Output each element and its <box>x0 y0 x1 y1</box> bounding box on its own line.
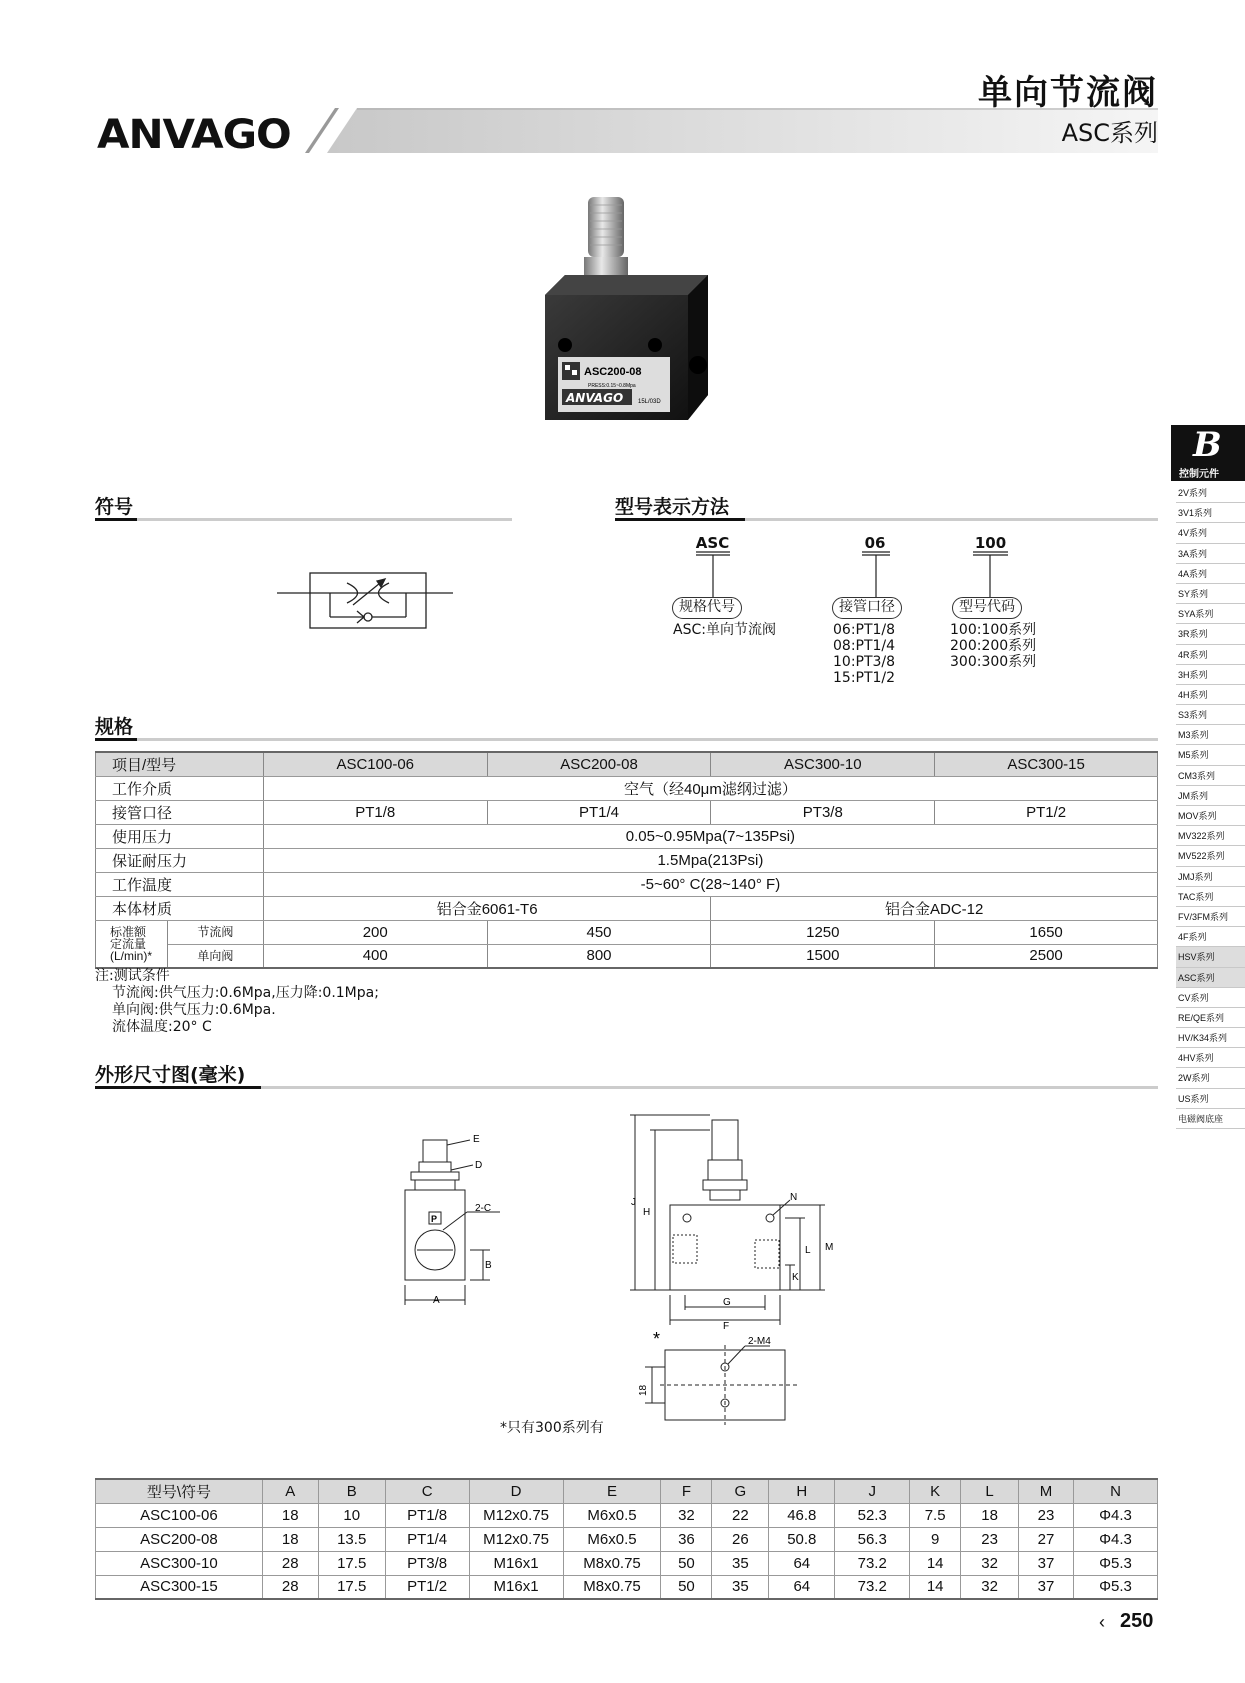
dimension-drawing-front <box>625 1115 855 1335</box>
dim-header-cell: L <box>961 1479 1019 1503</box>
dim-cell: Φ4.3 <box>1073 1503 1157 1527</box>
spec-cell: 铝合金6061-T6 <box>263 896 711 920</box>
spec-cell: 400 <box>263 944 487 968</box>
sidebar-series-list <box>1176 483 1245 1129</box>
dim-cell: M12x0.75 <box>469 1503 563 1527</box>
spec-cell: 1500 <box>711 944 935 968</box>
section-divider <box>95 518 512 521</box>
spec-cell: 0.05~0.95Mpa(7~135Psi) <box>263 824 1157 848</box>
code-label-1: 规格代号 <box>672 597 742 619</box>
dim-cell: 18 <box>961 1503 1019 1527</box>
section-underline <box>95 738 137 741</box>
code-desc-line: 10:PT3/8 <box>833 654 896 670</box>
dim-cell: 36 <box>661 1527 712 1551</box>
dim-label-b: B <box>485 1260 492 1271</box>
dimension-drawing-side <box>395 1130 535 1320</box>
dim-cell: 14 <box>910 1551 961 1575</box>
dim-cell: 22 <box>712 1503 769 1527</box>
code-desc-line: 08:PT1/4 <box>833 638 896 654</box>
dimension-table <box>95 1478 1158 1600</box>
label-brand: ANVAGO <box>566 391 624 405</box>
sidebar-item[interactable]: HV/K34系列 <box>1176 1028 1245 1048</box>
page-title: 单向节流阀 <box>978 73 1158 113</box>
spec-header-cell: ASC300-15 <box>935 752 1158 776</box>
dim-header-cell: F <box>661 1479 712 1503</box>
dim-cell: ASC200-08 <box>96 1527 263 1551</box>
dim-cell: 46.8 <box>769 1503 835 1527</box>
sidebar-item[interactable]: SY系列 <box>1176 584 1245 604</box>
sidebar-item[interactable]: FV/3FM系列 <box>1176 907 1245 927</box>
code-label-2: 接管口径 <box>832 597 902 619</box>
sidebar-item[interactable]: 4F系列 <box>1176 927 1245 947</box>
sidebar-item[interactable]: CV系列 <box>1176 988 1245 1008</box>
section-model-code-title: 型号表示方法 <box>615 496 730 518</box>
code-desc-line: 15:PT1/2 <box>833 670 896 686</box>
sidebar-item[interactable]: 4A系列 <box>1176 564 1245 584</box>
section-spec-title: 规格 <box>95 716 134 738</box>
sidebar-item[interactable]: CM3系列 <box>1176 766 1245 786</box>
dim-header-cell: G <box>712 1479 769 1503</box>
code-desc-line: 06:PT1/8 <box>833 622 896 638</box>
spec-cell: PT1/4 <box>487 800 711 824</box>
dim-cell: M12x0.75 <box>469 1527 563 1551</box>
dim-cell: 50 <box>661 1551 712 1575</box>
note-line: 单向阀:供气压力:0.6Mpa. <box>112 1002 276 1018</box>
dim-cell: 64 <box>769 1551 835 1575</box>
dim-cell: 14 <box>910 1575 961 1599</box>
section-symbol-title: 符号 <box>95 496 134 518</box>
dim-cell: M16x1 <box>469 1575 563 1599</box>
brand-logo: ANVAGO <box>97 112 291 158</box>
section-divider <box>95 738 1158 741</box>
dim-header-cell: N <box>1073 1479 1157 1503</box>
spec-cell: 1.5Mpa(213Psi) <box>263 848 1157 872</box>
spec-row-label: 本体材质 <box>96 896 264 920</box>
spec-row-proof <box>96 848 1158 872</box>
dim-cell: M16x1 <box>469 1551 563 1575</box>
dim-cell: 73.2 <box>835 1575 910 1599</box>
dim-cell: 26 <box>712 1527 769 1551</box>
spec-cell: PT3/8 <box>711 800 935 824</box>
sidebar-item[interactable]: TAC系列 <box>1176 887 1245 907</box>
dim-cell: 32 <box>661 1503 712 1527</box>
spec-row-pressure <box>96 824 1158 848</box>
flow-label-line: 定流量 <box>110 936 147 951</box>
dim-cell: 64 <box>769 1575 835 1599</box>
dim-cell: 73.2 <box>835 1551 910 1575</box>
dim-cell: 17.5 <box>318 1551 385 1575</box>
dim-label-h: H <box>643 1207 651 1218</box>
dim-label-n: N <box>790 1192 798 1203</box>
spec-row-medium <box>96 776 1158 800</box>
spec-cell: 1650 <box>935 920 1158 944</box>
dim-header-cell: A <box>262 1479 318 1503</box>
dim-cell: Φ5.3 <box>1073 1551 1157 1575</box>
spec-cell: 空气（经40μm滤纲过滤） <box>263 776 1157 800</box>
dim-cell: 28 <box>262 1575 318 1599</box>
spec-sub-label: 单向阀 <box>167 944 263 968</box>
dim-label-l: L <box>805 1245 811 1256</box>
note-line: 节流阀:供气压力:0.6Mpa,压力降:0.1Mpa; <box>112 985 379 1001</box>
spec-row-check <box>96 944 1158 968</box>
spec-flow-label <box>96 920 168 968</box>
sidebar-item[interactable]: 4H系列 <box>1176 685 1245 705</box>
label-press: PRESS:0.15~0.8Mpa <box>588 383 636 389</box>
page-number: 250 <box>1120 1610 1154 1632</box>
dim-header-row <box>96 1479 1158 1503</box>
dim-cell: 50.8 <box>769 1527 835 1551</box>
dim-label-j: J <box>631 1197 636 1208</box>
section-underline <box>95 1086 261 1089</box>
dim-cell: 52.3 <box>835 1503 910 1527</box>
spec-header-cell: ASC200-08 <box>487 752 711 776</box>
dim-cell: 9 <box>910 1527 961 1551</box>
dim-header-cell: D <box>469 1479 563 1503</box>
dim-star: * <box>653 1329 661 1349</box>
spec-cell: 铝合金ADC-12 <box>711 896 1158 920</box>
dim-header-cell: M <box>1019 1479 1074 1503</box>
spec-header-row <box>96 752 1158 776</box>
dim-label-p: P <box>431 1214 438 1224</box>
spec-row-label: 使用压力 <box>96 824 264 848</box>
spec-row-label: 保证耐压力 <box>96 848 264 872</box>
dim-cell: Φ4.3 <box>1073 1527 1157 1551</box>
dim-cell: 37 <box>1019 1575 1074 1599</box>
sidebar-item[interactable]: 3H系列 <box>1176 665 1245 685</box>
section-underline <box>615 518 745 521</box>
dim-label-e: E <box>473 1134 480 1145</box>
note-line: 流体温度:20° C <box>112 1019 212 1035</box>
dim-header-cell: H <box>769 1479 835 1503</box>
spec-header-cell: ASC100-06 <box>263 752 487 776</box>
dim-cell: 7.5 <box>910 1503 961 1527</box>
dim-cell: 23 <box>961 1527 1019 1551</box>
spec-header-item: 项目/型号 <box>96 752 264 776</box>
dim-cell: 18 <box>262 1527 318 1551</box>
code-connectors <box>680 550 1030 600</box>
code-desc-1 <box>673 622 776 638</box>
dim-cell: 10 <box>318 1503 385 1527</box>
spec-row-label: 接管口径 <box>96 800 264 824</box>
dim-cell: 23 <box>1019 1503 1074 1527</box>
dim-cell: 50 <box>661 1575 712 1599</box>
sidebar-item[interactable]: 2V系列 <box>1176 483 1245 503</box>
code-label-3: 型号代码 <box>952 597 1022 619</box>
dim-cell: 27 <box>1019 1527 1074 1551</box>
spec-cell: 1250 <box>711 920 935 944</box>
dim-cell: 32 <box>961 1551 1019 1575</box>
dim-cell: PT1/4 <box>385 1527 469 1551</box>
valve-symbol <box>275 565 455 635</box>
dim-row <box>96 1551 1158 1575</box>
note-line: 注:测试条件 <box>95 968 170 984</box>
spec-cell: 200 <box>263 920 487 944</box>
spec-row-label: 工作温度 <box>96 872 264 896</box>
dim-cell: M8x0.75 <box>563 1551 661 1575</box>
code-part-2: 06 <box>864 534 886 552</box>
dim-header-cell: B <box>318 1479 385 1503</box>
sidebar-item[interactable]: 4R系列 <box>1176 645 1245 665</box>
sidebar-item[interactable]: ASC系列 <box>1176 968 1245 988</box>
sidebar-item[interactable]: M3系列 <box>1176 725 1245 745</box>
sidebar-item[interactable]: 4HV系列 <box>1176 1048 1245 1068</box>
dim-header-cell: J <box>835 1479 910 1503</box>
dim-row <box>96 1575 1158 1599</box>
dim-cell: 37 <box>1019 1551 1074 1575</box>
sidebar-item[interactable]: RE/QE系列 <box>1176 1008 1245 1028</box>
dim-cell: 18 <box>262 1503 318 1527</box>
spec-cell: -5~60° C(28~140° F) <box>263 872 1157 896</box>
only-300-note: *只有300系列有 <box>500 1420 604 1436</box>
sidebar-item[interactable]: HSV系列 <box>1176 947 1245 967</box>
spec-cell: 2500 <box>935 944 1158 968</box>
dim-label-m4: 2-M4 <box>748 1336 771 1347</box>
sidebar-item[interactable]: MV322系列 <box>1176 826 1245 846</box>
dim-row <box>96 1527 1158 1551</box>
sidebar-item[interactable]: MV522系列 <box>1176 846 1245 866</box>
spec-cell: PT1/2 <box>935 800 1158 824</box>
sidebar-item[interactable]: 3A系列 <box>1176 544 1245 564</box>
code-desc-line: ASC:单向节流阀 <box>673 622 776 638</box>
spec-cell: 450 <box>487 920 711 944</box>
sidebar-item[interactable]: 3V1系列 <box>1176 503 1245 523</box>
code-desc-2 <box>833 622 895 686</box>
test-conditions-note <box>95 968 379 1036</box>
category-letter: B <box>1193 425 1222 465</box>
page-prev-arrow[interactable]: ‹ <box>1099 1612 1105 1632</box>
dim-header-cell: E <box>563 1479 661 1503</box>
dim-cell: 35 <box>712 1575 769 1599</box>
dim-label-c: 2-C <box>475 1203 492 1214</box>
dimension-drawing-bottom <box>640 1330 820 1430</box>
dim-cell: PT1/2 <box>385 1575 469 1599</box>
dim-cell: M6x0.5 <box>563 1527 661 1551</box>
spec-row-temp <box>96 872 1158 896</box>
dim-header-cell: 型号\符号 <box>96 1479 263 1503</box>
sidebar-item[interactable]: SYA系列 <box>1176 604 1245 624</box>
spec-row-throttle <box>96 920 1158 944</box>
sidebar-item[interactable]: JMJ系列 <box>1176 867 1245 887</box>
spec-table <box>95 751 1158 969</box>
code-desc-3 <box>950 622 1036 670</box>
sidebar-item[interactable]: 2W系列 <box>1176 1068 1245 1088</box>
label-code: 15L/03D <box>638 399 661 405</box>
category-tab[interactable] <box>1171 425 1245 481</box>
label-model: ASC200-08 <box>584 366 642 378</box>
product-photo <box>520 195 720 455</box>
dim-header-cell: K <box>910 1479 961 1503</box>
flow-label-line: (L/min)* <box>110 948 153 963</box>
section-dimensions-title: 外形尺寸图(毫米) <box>95 1064 246 1086</box>
spec-cell: 800 <box>487 944 711 968</box>
category-name: 控制元件 <box>1179 469 1219 480</box>
dim-label-d: D <box>475 1160 483 1171</box>
dim-cell: ASC100-06 <box>96 1503 263 1527</box>
spec-sub-label: 节流阀 <box>167 920 263 944</box>
code-part-1: ASC <box>695 534 730 552</box>
sidebar-item[interactable]: JM系列 <box>1176 786 1245 806</box>
spec-header-cell: ASC300-10 <box>711 752 935 776</box>
page-subtitle: ASC系列 <box>1061 119 1158 147</box>
dim-cell: 28 <box>262 1551 318 1575</box>
dim-cell: PT1/8 <box>385 1503 469 1527</box>
spec-row-label: 工作介质 <box>96 776 264 800</box>
dim-label-18: 18 <box>638 1384 649 1396</box>
code-desc-line: 200:200系列 <box>950 638 1037 654</box>
dim-cell: 35 <box>712 1551 769 1575</box>
dim-label-m: M <box>825 1242 834 1253</box>
code-desc-line: 300:300系列 <box>950 654 1037 670</box>
dim-cell: M6x0.5 <box>563 1503 661 1527</box>
dim-cell: 13.5 <box>318 1527 385 1551</box>
code-desc-line: 100:100系列 <box>950 622 1037 638</box>
sidebar-item[interactable]: MOV系列 <box>1176 806 1245 826</box>
section-underline <box>95 518 137 521</box>
dim-cell: M8x0.75 <box>563 1575 661 1599</box>
dim-header-cell: C <box>385 1479 469 1503</box>
code-part-3: 100 <box>974 534 1007 552</box>
dim-cell: Φ5.3 <box>1073 1575 1157 1599</box>
dim-label-f: F <box>723 1321 730 1332</box>
sidebar-item[interactable]: 4V系列 <box>1176 523 1245 543</box>
spec-cell: PT1/8 <box>263 800 487 824</box>
dim-cell: 56.3 <box>835 1527 910 1551</box>
sidebar-item[interactable]: S3系列 <box>1176 705 1245 725</box>
spec-row-material <box>96 896 1158 920</box>
dim-label-g: G <box>723 1297 731 1308</box>
spec-row-port <box>96 800 1158 824</box>
dim-label-a: A <box>433 1295 440 1306</box>
dim-cell: ASC300-10 <box>96 1551 263 1575</box>
sidebar-item[interactable]: US系列 <box>1176 1089 1245 1109</box>
dim-cell: 17.5 <box>318 1575 385 1599</box>
sidebar-item[interactable]: 电磁阀底座 <box>1176 1109 1245 1129</box>
sidebar-item[interactable]: 3R系列 <box>1176 624 1245 644</box>
dim-row <box>96 1503 1158 1527</box>
dim-cell: PT3/8 <box>385 1551 469 1575</box>
sidebar-item[interactable]: M5系列 <box>1176 745 1245 765</box>
flow-label-line: 标准额 <box>110 924 147 939</box>
dim-cell: ASC300-15 <box>96 1575 263 1599</box>
dim-cell: 32 <box>961 1575 1019 1599</box>
dim-label-k: K <box>792 1272 799 1283</box>
